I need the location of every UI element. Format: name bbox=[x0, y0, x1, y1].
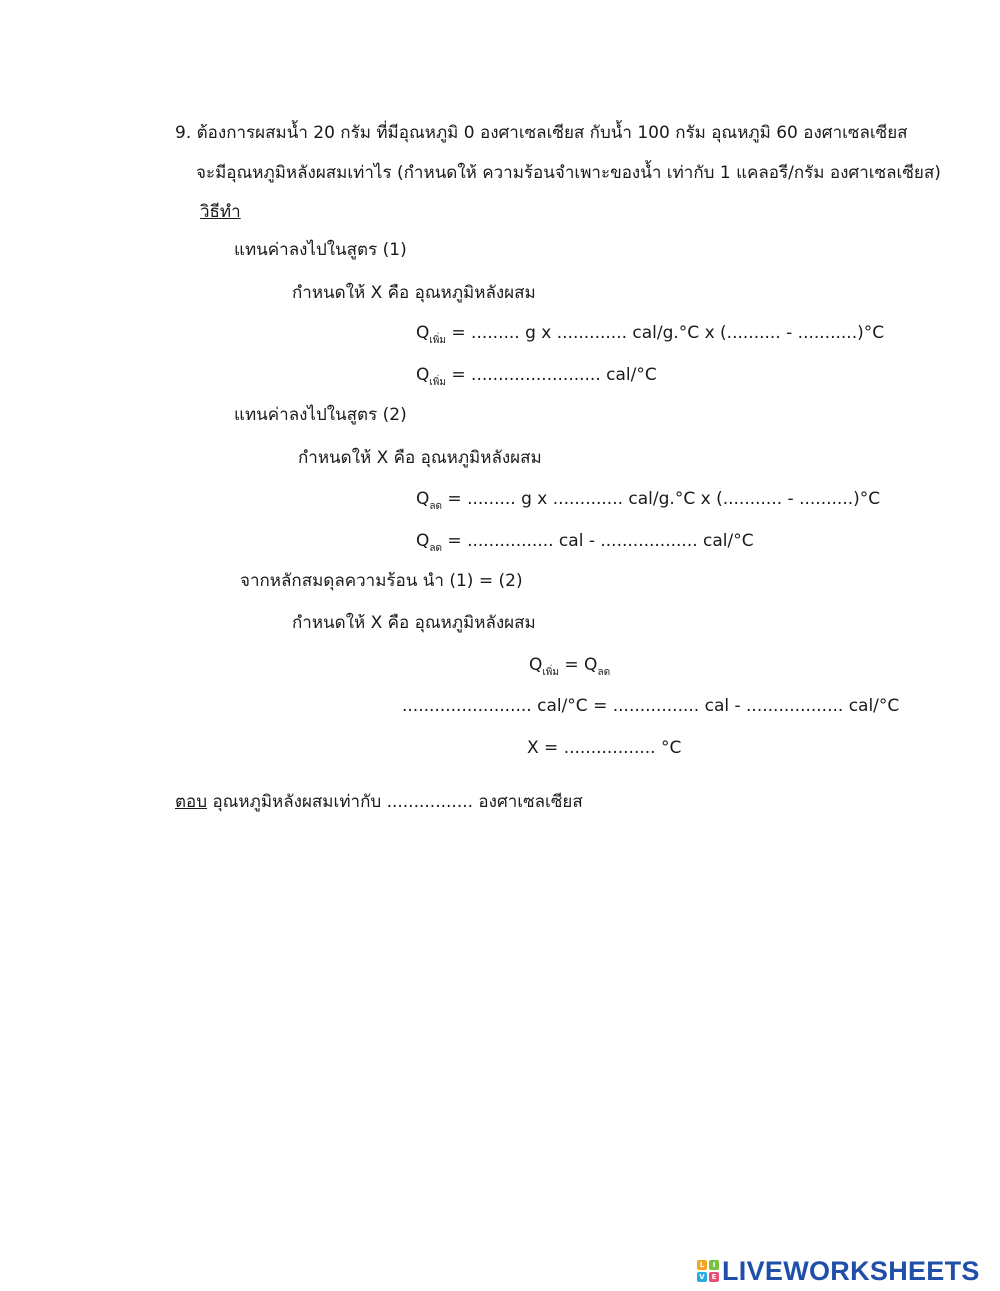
logo-text: LIVEWORKSHEETS bbox=[722, 1255, 980, 1286]
logo-mark-tile-v: V bbox=[697, 1272, 707, 1282]
q-symbol: Q bbox=[416, 531, 430, 551]
question-text-1: ต้องการผสมน้ำ 20 กรัม ที่มีอุณหภูมิ 0 องศาเซลเซียส กับน้ำ 100 กรัม อุณหภูมิ 60 องศาเซลเซียส bbox=[196, 123, 908, 143]
q-subscript: ลด bbox=[429, 501, 443, 512]
equation-body: = ......... g x ............. cal/g.°C x (.......... - ...........)°C bbox=[446, 323, 885, 343]
step2-assume: กำหนดให้ X คือ อุณหภูมิหลังผสม bbox=[298, 448, 542, 468]
q-subscript: ลด bbox=[597, 667, 611, 678]
question-number: 9. bbox=[175, 123, 192, 143]
result-line: X = ................. °C bbox=[527, 738, 682, 758]
answer-text: อุณหภูมิหลังผสมเท่ากับ ................ องศาเซลเซียส bbox=[207, 792, 583, 812]
question-line-1 bbox=[175, 122, 908, 144]
logo-mark-tile-i: I bbox=[709, 1260, 719, 1270]
step1-title: แทนค่าลงไปในสูตร (1) bbox=[234, 240, 407, 260]
step1-equation-2 bbox=[416, 364, 657, 394]
question-line-2: จะมีอุณหภูมิหลังผสมเท่าไร (กำหนดให้ ความร้อนจำเพาะของน้ำ เท่ากับ 1 แคลอรี/กรัม องศาเซลเซียส) bbox=[196, 163, 941, 183]
balance-substitution: ........................ cal/°C = ................ cal - .................. cal/°C bbox=[402, 696, 900, 716]
q-symbol: Q bbox=[416, 365, 430, 385]
q-symbol: Q bbox=[416, 323, 430, 343]
equation-body: = ................ cal - .................. cal/°C bbox=[442, 531, 754, 551]
step1-equation-1 bbox=[416, 322, 884, 352]
logo-mark-tile-l: L bbox=[697, 1260, 707, 1270]
step3-title: จากหลักสมดุลความร้อน นำ (1) = (2) bbox=[240, 571, 523, 591]
equation-body: = ......... g x ............. cal/g.°C x (........... - ..........)°C bbox=[442, 489, 881, 509]
step1-assume: กำหนดให้ X คือ อุณหภูมิหลังผสม bbox=[292, 283, 536, 303]
q-subscript: ลด bbox=[429, 543, 443, 554]
logo-mark-icon bbox=[697, 1260, 719, 1282]
q-subscript: เพิ่ม bbox=[429, 377, 446, 388]
q-symbol: Q bbox=[416, 489, 430, 509]
q-symbol: Q bbox=[529, 655, 543, 675]
step2-title: แทนค่าลงไปในสูตร (2) bbox=[234, 405, 407, 425]
q-subscript: เพิ่ม bbox=[542, 667, 559, 678]
q-subscript: เพิ่ม bbox=[429, 335, 446, 346]
step3-assume: กำหนดให้ X คือ อุณหภูมิหลังผสม bbox=[292, 613, 536, 633]
equation-body: = Q bbox=[559, 655, 598, 675]
step2-equation-1 bbox=[416, 488, 880, 518]
method-label: วิธีทำ bbox=[200, 202, 241, 222]
step2-equation-2 bbox=[416, 530, 754, 560]
equation-body: = ........................ cal/°C bbox=[446, 365, 657, 385]
answer-label: ตอบ bbox=[175, 792, 208, 812]
heat-balance-equation bbox=[529, 654, 610, 684]
logo-mark-tile-e: E bbox=[709, 1272, 719, 1282]
answer-line bbox=[175, 791, 583, 813]
liveworksheets-logo bbox=[697, 1256, 980, 1286]
